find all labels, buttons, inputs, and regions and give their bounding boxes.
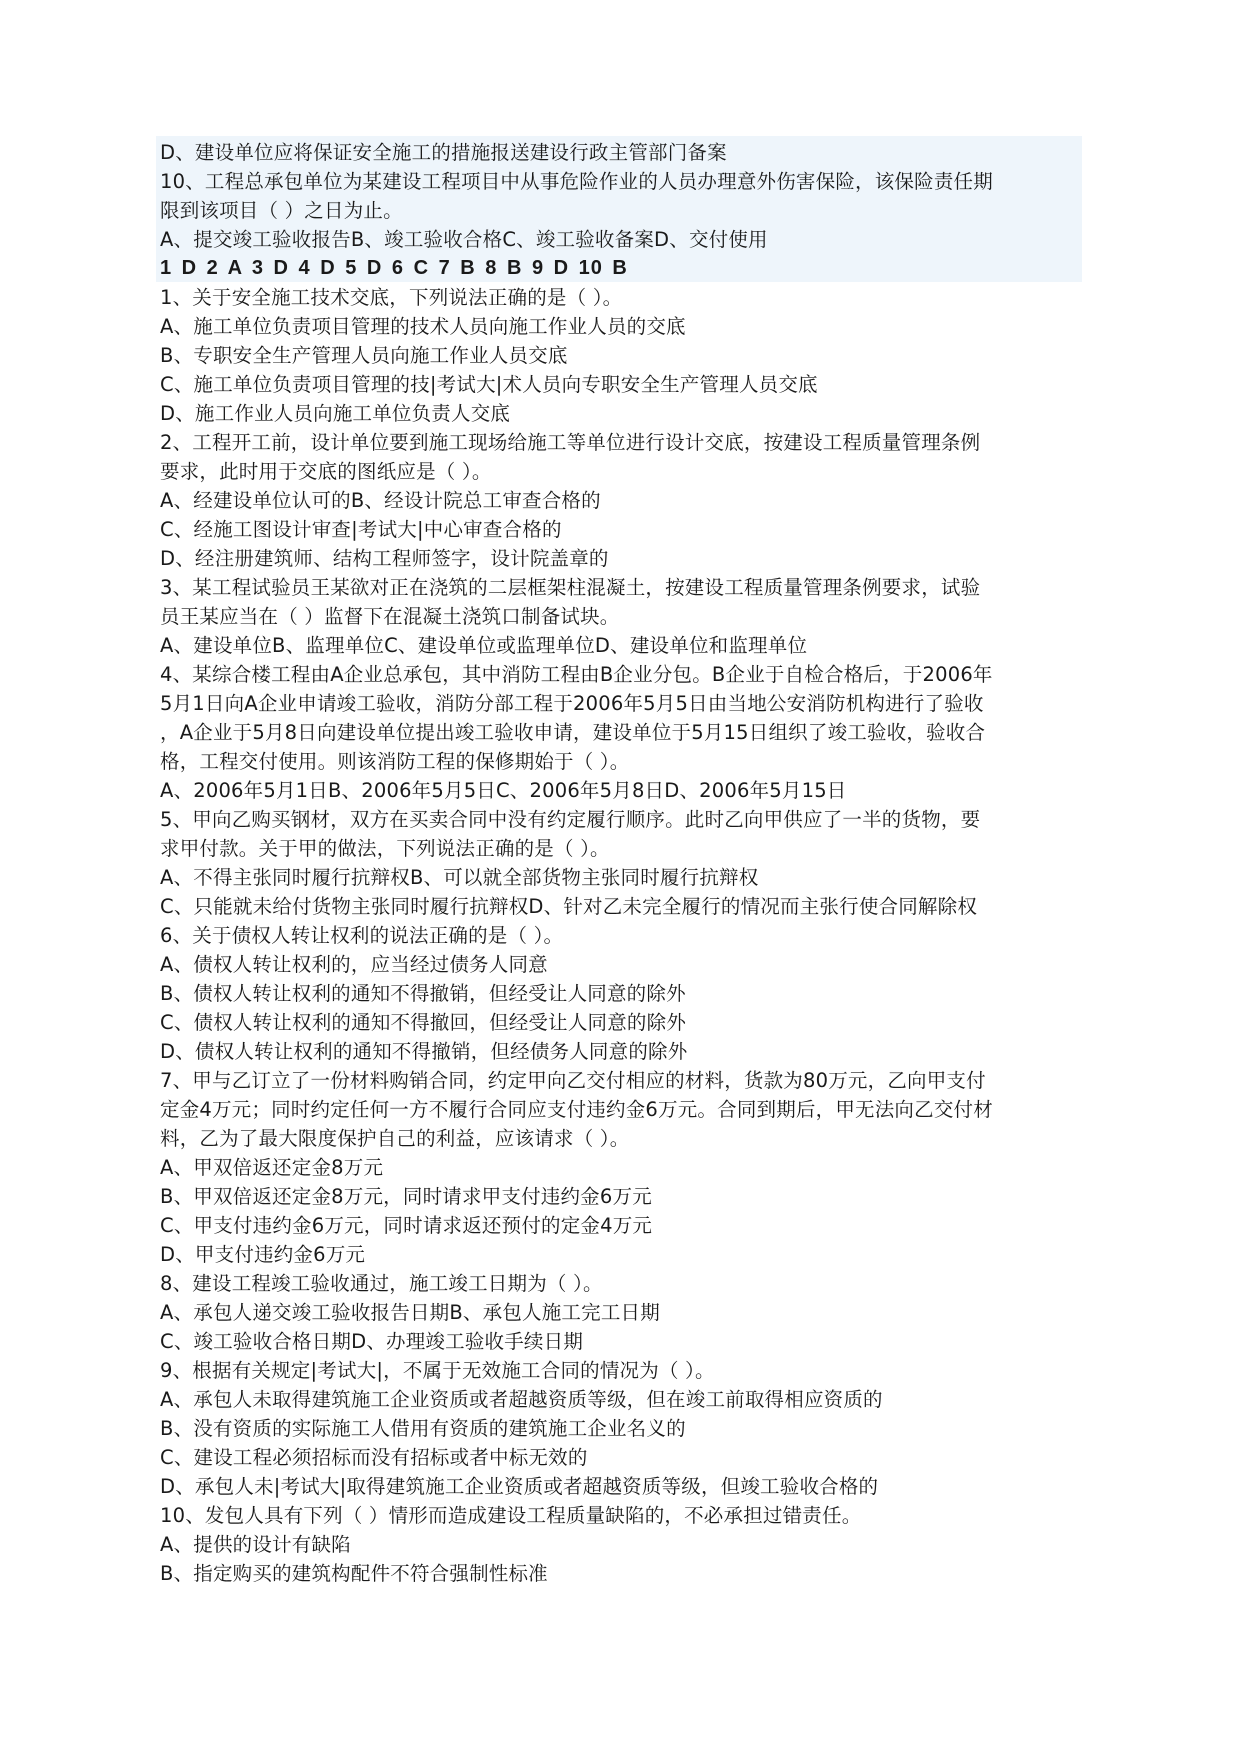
question-text: 10、工程总承包单位为某建设工程项目中从事危险作业的人员办理意外伤害保险，该保险责任期 (160, 170, 993, 193)
option-text: D、债权人转让权利的通知不得撤销，但经债务人同意的除外 (160, 1040, 688, 1063)
option-text: D、经注册建筑师、结构工程师签字，设计院盖章的 (160, 547, 609, 570)
option-text: C、债权人转让权利的通知不得撤回，但经受让人同意的除外 (160, 1011, 687, 1034)
option-text: D、施工作业人员向施工单位负责人交底 (160, 402, 511, 425)
option-text: A、债权人转让权利的，应当经过债务人同意 (160, 953, 548, 976)
question-text: 9、根据有关规定|考试大|，不属于无效施工合同的情况为（ ）。 (160, 1359, 715, 1382)
option-text: C、经施工图设计审查|考试大|中心审查合格的 (160, 518, 562, 541)
option-text: B、甲双倍返还定金8万元，同时请求甲支付违约金6万元 (160, 1185, 652, 1208)
question-text: 定金4万元；同时约定任何一方不履行合同应支付违约金6万元。合同到期后，甲无法向乙交付材 (160, 1098, 993, 1121)
option-text: B、没有资质的实际施工人借用有资质的建筑施工企业名义的 (160, 1417, 686, 1440)
text-line: D、建设单位应将保证安全施工的措施报送建设行政主管部门备案 (160, 141, 727, 164)
question-text: 2、工程开工前，设计单位要到施工现场给施工等单位进行设计交底，按建设工程质量管理条例 (160, 431, 981, 454)
option-text: B、专职安全生产管理人员向施工作业人员交底 (160, 344, 568, 367)
option-text: A、不得主张同时履行抗辩权B、可以就全部货物主张同时履行抗辩权 (160, 866, 759, 889)
option-text: D、甲支付违约金6万元 (160, 1243, 366, 1266)
option-text: C、建设工程必须招标而没有招标或者中标无效的 (160, 1446, 588, 1469)
question-text: 限到该项目（ ）之日为止。 (160, 199, 403, 222)
question-text: 格，工程交付使用。则该消防工程的保修期始于（ ）。 (160, 750, 630, 773)
option-text: B、债权人转让权利的通知不得撤销，但经受让人同意的除外 (160, 982, 686, 1005)
question-text: 5、甲向乙购买钢材，双方在买卖合同中没有约定履行顺序。此时乙向甲供应了一半的货物，要 (160, 808, 981, 831)
option-text: A、经建设单位认可的B、经设计院总工审查合格的 (160, 489, 601, 512)
option-text: A、承包人递交竣工验收报告日期B、承包人施工完工日期 (160, 1301, 660, 1324)
option-text: A、提供的设计有缺陷 (160, 1533, 351, 1556)
option-text: A、建设单位B、监理单位C、建设单位或监理单位D、建设单位和监理单位 (160, 634, 808, 657)
option-text: D、承包人未|考试大|取得建筑施工企业资质或者超越资质等级，但竣工验收合格的 (160, 1475, 879, 1498)
option-text: A、甲双倍返还定金8万元 (160, 1156, 384, 1179)
option-text: A、2006年5月1日B、2006年5月5日C、2006年5月8日D、2006年5月15日 (160, 779, 847, 802)
question-text: 6、关于债权人转让权利的说法正确的是（ ）。 (160, 924, 564, 947)
question-text: 料，乙为了最大限度保护自己的利益，应该请求（ ）。 (160, 1127, 630, 1150)
option-text: C、竣工验收合格日期D、办理竣工验收手续日期 (160, 1330, 584, 1353)
document-body (160, 138, 1080, 1588)
option-text: A、施工单位负责项目管理的技术人员向施工作业人员的交底 (160, 315, 686, 338)
option-text: A、提交竣工验收报告B、竣工验收合格C、竣工验收备案D、交付使用 (160, 228, 768, 251)
question-text: ，A企业于5月8日向建设单位提出竣工验收申请，建设单位于5月15日组织了竣工验收，验收合 (160, 721, 986, 744)
question-text: 4、某综合楼工程由A企业总承包，其中消防工程由B企业分包。B企业于自检合格后，于2006年 (160, 663, 993, 686)
option-text: C、甲支付违约金6万元，同时请求返还预付的定金4万元 (160, 1214, 653, 1237)
question-text: 3、某工程试验员王某欲对正在浇筑的二层框架柱混凝土，按建设工程质量管理条例要求，试验 (160, 576, 981, 599)
question-text: 要求，此时用于交底的图纸应是（ ）。 (160, 460, 492, 483)
option-text: B、指定购买的建筑构配件不符合强制性标准 (160, 1562, 548, 1585)
question-text: 7、甲与乙订立了一份材料购销合同，约定甲向乙交付相应的材料，货款为80万元，乙向甲支付 (160, 1069, 986, 1092)
question-text: 员王某应当在（ ）监督下在混凝土浇筑口制备试块。 (160, 605, 620, 628)
question-text: 1、关于安全施工技术交底，下列说法正确的是（ ）。 (160, 286, 623, 309)
question-text: 10、发包人具有下列（ ）情形而造成建设工程质量缺陷的，不必承担过错责任。 (160, 1504, 862, 1527)
answer-key: 1 D 2 A 3 D 4 D 5 D 6 C 7 B 8 B 9 D 10 B (160, 257, 628, 279)
question-text: 5月1日向A企业申请竣工验收，消防分部工程于2006年5月5日由当地公安消防机构进行了验收 (160, 692, 984, 715)
question-text: 求甲付款。关于甲的做法，下列说法正确的是（ ）。 (160, 837, 610, 860)
question-text: 8、建设工程竣工验收通过，施工竣工日期为（ ）。 (160, 1272, 603, 1295)
option-text: C、施工单位负责项目管理的技|考试大|术人员向专职安全生产管理人员交底 (160, 373, 818, 396)
option-text: A、承包人未取得建筑施工企业资质或者超越资质等级，但在竣工前取得相应资质的 (160, 1388, 883, 1411)
option-text: C、只能就未给付货物主张同时履行抗辩权D、针对乙未完全履行的情况而主张行使合同解除权 (160, 895, 978, 918)
